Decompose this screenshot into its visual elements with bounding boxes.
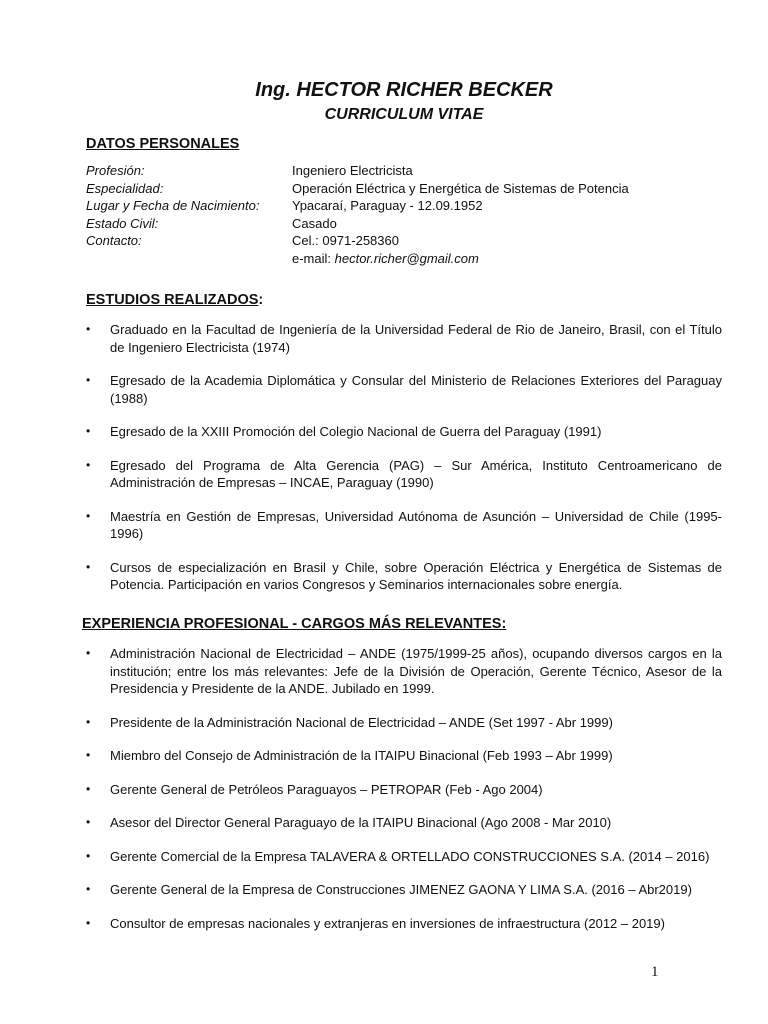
page-number: 1 <box>651 964 659 980</box>
field-label: Profesión: <box>86 163 145 178</box>
bullet-icon: • <box>86 815 91 829</box>
field-label: Lugar y Fecha de Nacimiento: <box>86 198 260 213</box>
list-item-text: Consultor de empresas nacionales y extranjeras en inversiones de infraestructura (2012 – 2019) <box>110 915 665 931</box>
field-value: Operación Eléctrica y Energética de Sistemas de Potencia <box>292 180 629 196</box>
list-item-text: Gerente General de Petróleos Paraguayos – PETROPAR (Feb - Ago 2004) <box>110 781 543 797</box>
field-value: Casado <box>292 215 337 231</box>
bullet-icon: • <box>86 424 91 438</box>
section-title-suffix: : <box>258 292 264 308</box>
section-title-estudios <box>86 292 263 308</box>
email-address: hector.richer@gmail.com <box>334 250 479 266</box>
bullet-icon: • <box>86 714 91 729</box>
list-item <box>86 559 722 594</box>
studies-list <box>86 321 722 594</box>
list-item <box>86 457 722 492</box>
experience-list <box>86 645 722 932</box>
field-value: Ypacaraí, Paraguay - 12.09.1952 <box>292 198 483 213</box>
email-label: e-mail: <box>292 250 335 266</box>
email-value <box>292 251 479 266</box>
list-item <box>86 372 722 407</box>
bullet-icon: • <box>86 559 91 574</box>
section-title-experiencia <box>82 616 506 632</box>
bullet-icon: • <box>86 457 91 472</box>
field-label: Estado Civil: <box>86 215 159 231</box>
list-item-text: Gerente Comercial de la Empresa TALAVERA & ORTELLADO CONSTRUCCIONES S.A. (2014 – 2016) <box>110 848 710 864</box>
person-name: Ing. HECTOR RICHER BECKER <box>255 79 553 101</box>
bullet-icon: • <box>86 373 91 387</box>
list-item <box>86 645 722 698</box>
list-item-text: Egresado de la Academia Diplomática y Consular del Ministerio de Relaciones Exteriores del Paraguay (1988) <box>110 373 722 406</box>
list-item-text: Graduado en la Facultad de Ingeniería de la Universidad Federal de Rio de Janeiro, Brasil, con el Título de Ingeniero Electricista (1974) <box>110 322 722 355</box>
list-item <box>86 747 722 765</box>
list-item <box>86 814 722 832</box>
list-item <box>86 508 722 543</box>
bullet-icon: • <box>86 646 91 660</box>
section-title-text: ESTUDIOS REALIZADOS <box>86 292 259 308</box>
list-item <box>86 848 722 866</box>
field-label: Contacto: <box>86 233 142 248</box>
field-label: Especialidad: <box>86 180 164 196</box>
list-item <box>86 781 722 799</box>
bullet-icon: • <box>86 848 91 863</box>
list-item-text: Egresado del Programa de Alta Gerencia (PAG) – Sur América, Instituto Centroamericano de Administración de Empresas – INCAE, Paraguay (1990) <box>110 457 722 490</box>
list-item <box>86 423 722 441</box>
bullet-icon: • <box>86 748 91 762</box>
bullet-icon: • <box>86 508 91 523</box>
list-item <box>86 321 722 356</box>
list-item-text: Cursos de especialización en Brasil y Chile, sobre Operación Eléctrica y Energética de Sistemas de Potencia. Participación en varios Congresos y Seminarios internacionales sobre energía. <box>110 559 722 592</box>
bullet-icon: • <box>86 781 91 796</box>
bullet-icon: • <box>86 915 91 930</box>
section-title-datos-personales <box>86 136 239 152</box>
list-item <box>86 714 722 732</box>
list-item-text: Gerente General de la Empresa de Construcciones JIMENEZ GAONA Y LIMA S.A. (2016 – Abr2019) <box>110 882 692 897</box>
section-title-text: EXPERIENCIA PROFESIONAL - CARGOS MÁS RELEVANTES: <box>82 616 507 632</box>
section-title-text: DATOS PERSONALES <box>86 136 240 152</box>
bullet-icon: • <box>86 882 91 896</box>
list-item <box>86 915 722 933</box>
bullet-icon: • <box>86 322 91 336</box>
document-subtitle: CURRICULUM VITAE <box>324 106 484 123</box>
list-item-text: Maestría en Gestión de Empresas, Universidad Autónoma de Asunción – Universidad de Chile (1995-1996) <box>110 508 722 541</box>
list-item-text: Egresado de la XXIII Promoción del Colegio Nacional de Guerra del Paraguay (1991) <box>110 424 602 439</box>
list-item-text: Miembro del Consejo de Administración de la ITAIPU Binacional (Feb 1993 – Abr 1999) <box>110 748 613 763</box>
list-item-text: Asesor del Director General Paraguayo de la ITAIPU Binacional (Ago 2008 - Mar 2010) <box>110 815 612 830</box>
field-value: Ingeniero Electricista <box>292 163 413 178</box>
list-item <box>86 881 722 899</box>
list-item-text: Administración Nacional de Electricidad – ANDE (1975/1999-25 años), ocupando diversos cargos en la institución; entre los más relevantes: Jefe de la División de Operación, Gerente Técnico, Asesor de la Presidencia y Presidente de la ANDE. Jubilado en 1999. <box>110 646 722 696</box>
list-item-text: Presidente de la Administración Nacional de Electricidad – ANDE (Set 1997 - Abr 1999) <box>110 714 613 730</box>
field-value: Cel.: 0971-258360 <box>292 233 399 248</box>
